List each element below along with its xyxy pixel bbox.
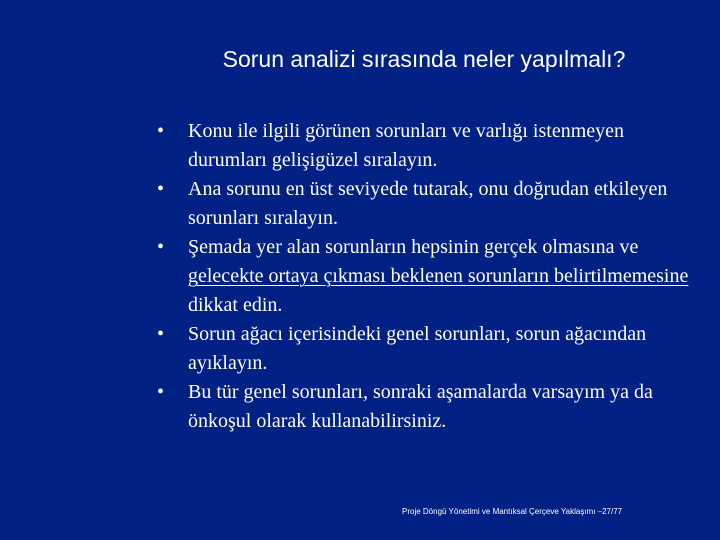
bullet-text-before: Şemada yer alan sorunların hepsinin gerçek olmasına ve (188, 236, 639, 258)
bullet-text: Bu tür genel sorunları, sonraki aşamalarda varsayım ya da önkoşul olarak kullanabilirsiniz. (188, 381, 653, 432)
bullet-text: Ana sorunu en üst seviyede tutarak, onu doğrudan etkileyen sorunları sıralayın. (188, 178, 668, 229)
bullet-item (157, 378, 702, 436)
bullet-text: Sorun ağacı içerisindeki genel sorunları, sorun ağacından ayıklayın. (188, 323, 647, 374)
bullet-icon: • (157, 236, 165, 258)
slide-footer: Proje Döngü Yönetimi ve Mantıksal Çerçeve Yaklaşımı –27/77 (402, 507, 623, 516)
bullet-icon: • (157, 178, 165, 200)
bullet-text-underlined: gelecekte ortaya çıkması beklenen sorunların belirtilmemesine (188, 265, 689, 287)
bullet-item (157, 117, 702, 175)
bullet-item (157, 320, 702, 378)
bullet-icon: • (157, 323, 165, 345)
bullet-icon: • (157, 381, 165, 403)
bullet-item (157, 175, 702, 233)
bullet-item (157, 233, 702, 320)
bullet-icon: • (157, 120, 165, 142)
bullet-text-after: dikkat edin. (188, 294, 283, 316)
slide-title: Sorun analizi sırasında neler yapılmalı? (222, 46, 626, 72)
bullet-list (157, 117, 702, 436)
bullet-text: Konu ile ilgili görünen sorunları ve varlığı istenmeyen durumları gelişigüzel sıralayın. (188, 120, 625, 171)
